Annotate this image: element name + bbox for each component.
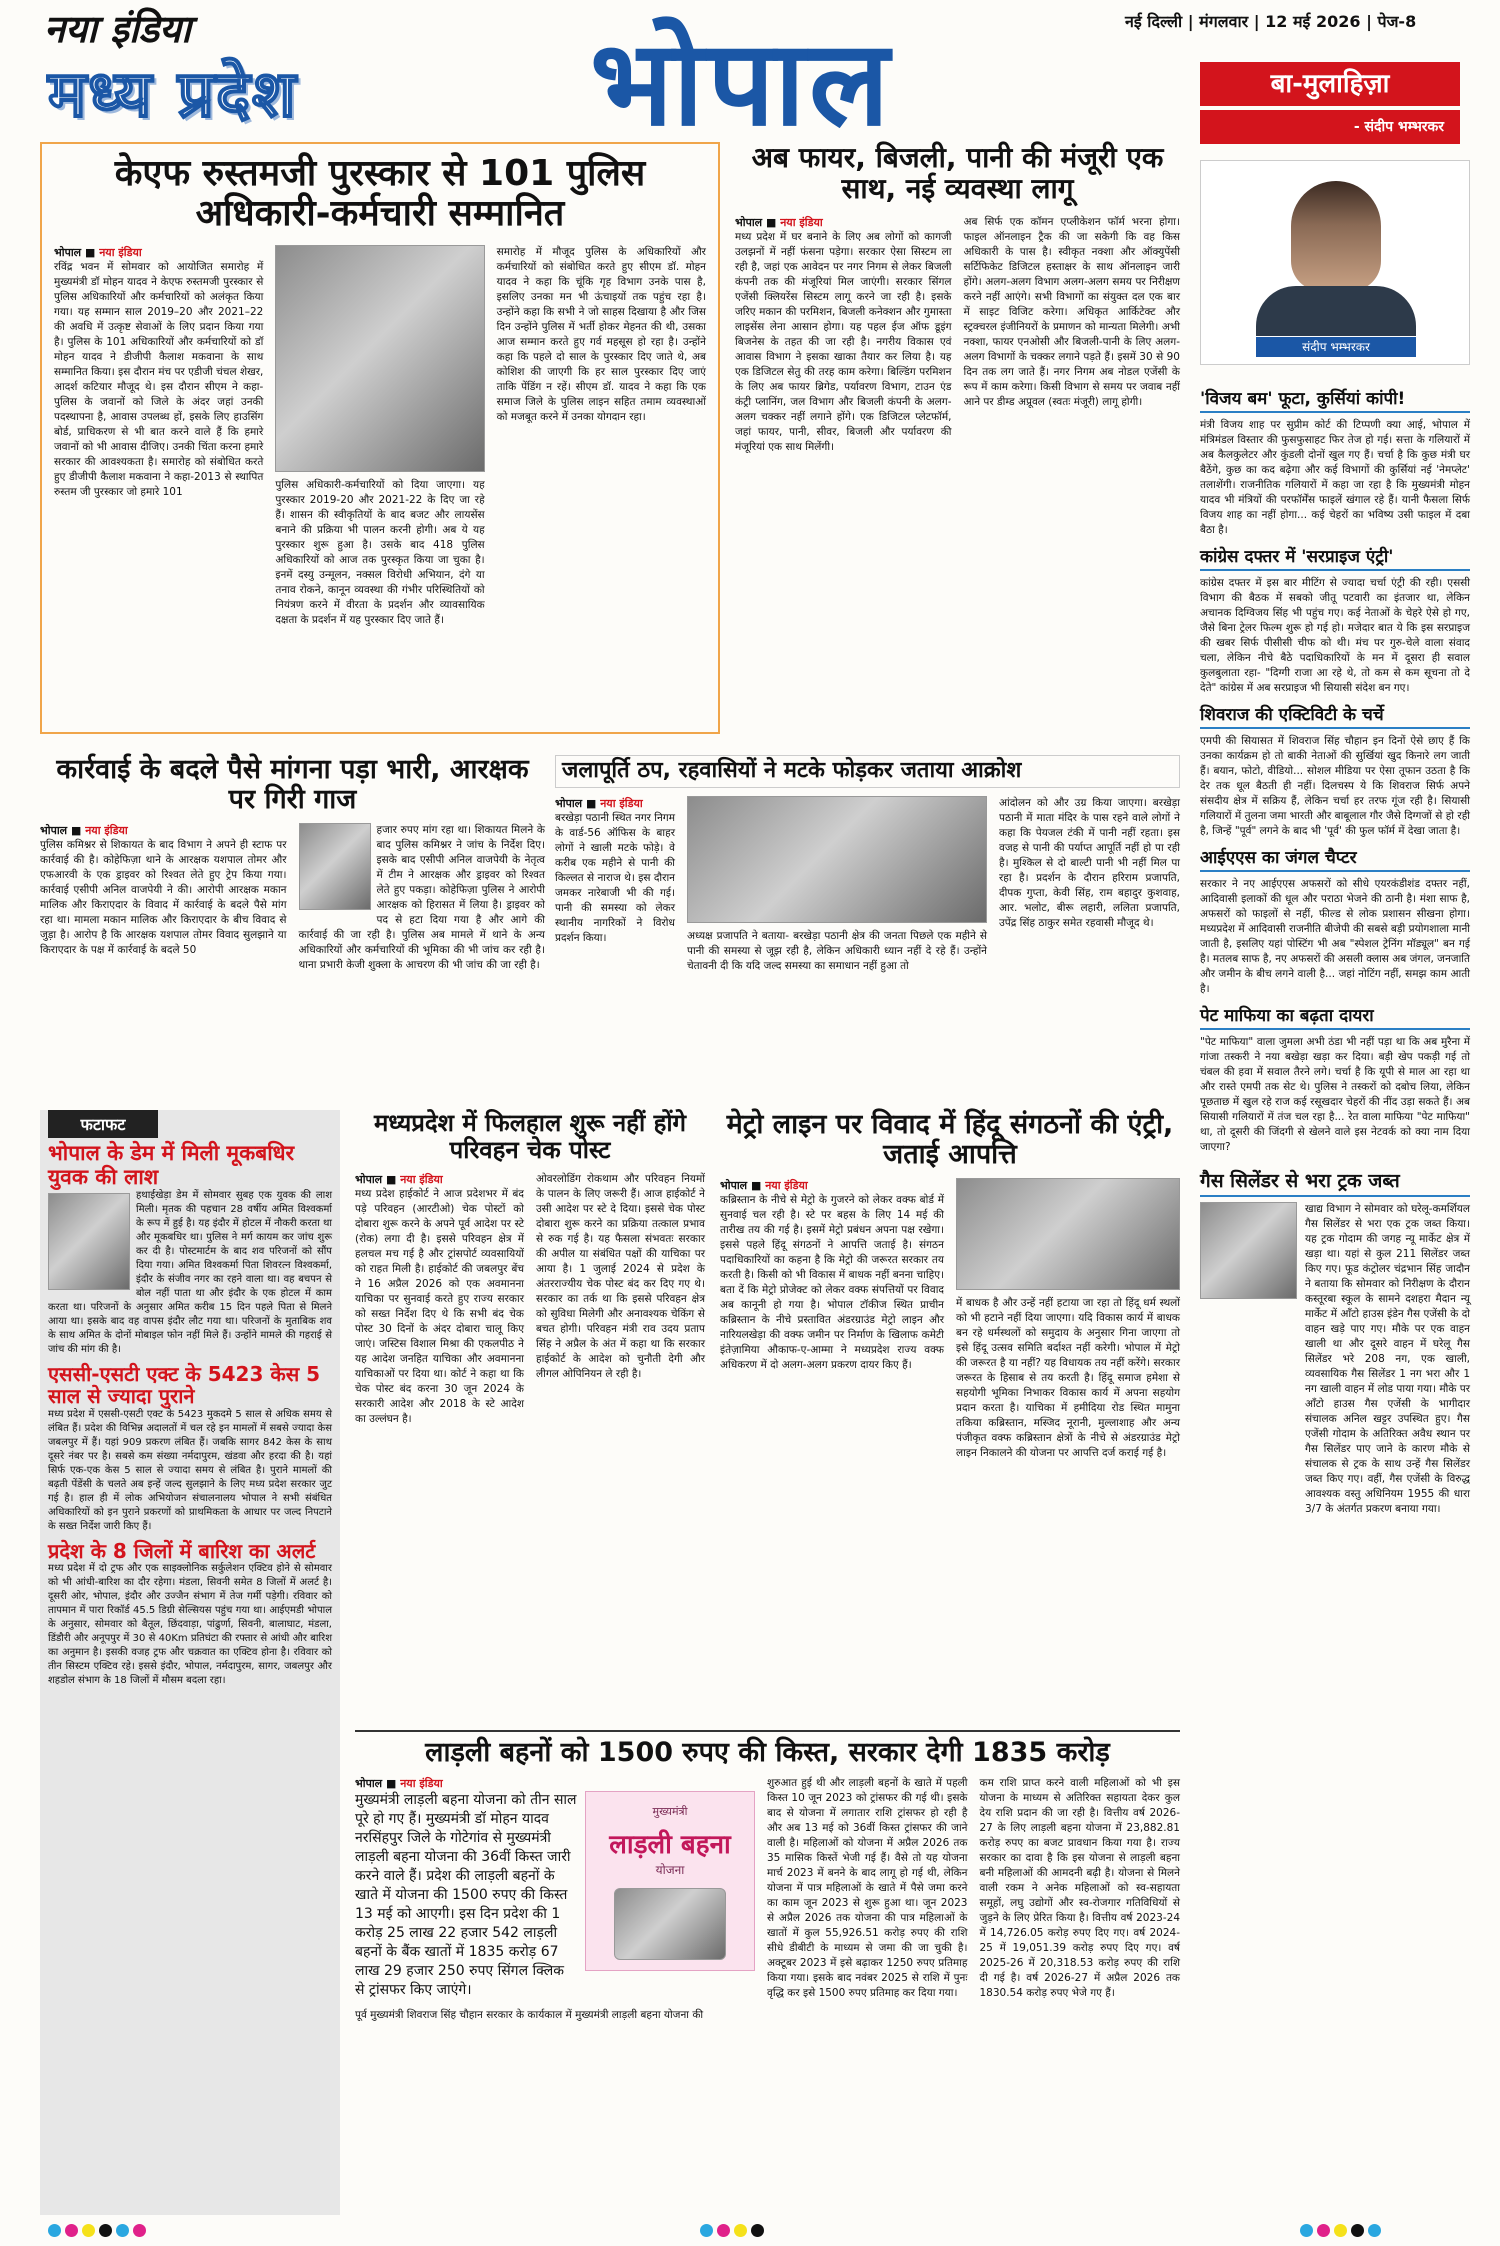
story-text: मध्य प्रदेश में घर बनाने के लिए अब लोगों को कागजी उलझनों में नहीं फंसना पड़ेगा। सरकार ऐसा सिस्टम ला रही है, जहां एक आवेदन पर नगर निगम से लेकर बिजली कंपनी तक की मंजूरियां मिल जाएंगी। सरकार सिंगल एजेंसी क्लियरेंस सिस्टम लागू करने जा रही है। इसके जरिए मकान की परमिशन, बिजली कनेक्शन और गुमास्ता लाइसेंस लेना आसान होगा। यह पहल ईज ऑफ डूइंग बिजनेस के तहत की जा रही है। नगरीय विकास एवं आवास विभाग ने इसका खाका तैयार कर लिया है। यह एक डिजिटल सेतु की तरह काम करेगा। बिल्डिंग परमिशन के लिए अब फायर ब्रिगेड, पर्यावरण विभाग, टाउन एंड कंट्री प्लानिंग, जल विभाग और बिजली कंपनी के अलग-अलग चक्कर नहीं लगाने होंगे। एक डिजिटल प्लेटफॉर्म, जहां फायर, पानी, सीवर, बिजली और पर्यावरण की मंजूरियां एक साथ मिलेंगी। [735,230,952,453]
registration-marks [48,2222,150,2241]
brief-text: मध्य प्रदेश में दो ट्रफ और एक साइक्लोनिक सर्कुलेशन एक्टिव होने से सोमवार को भी आंधी-बारिश का दौर रहेगा। मंडला, सिवनी समेत 8 जिलों में अलर्ट है। दूसरी ओर, भोपाल, इंदौर और उज्जैन संभाग में तेज गर्मी पड़ेगी। रविवार को तापमान में पारा रिकॉर्ड 45.5 डिग्री सेल्सियस पहुंच गया था। आईएमडी भोपाल के अनुसार, सोमवार को बैतूल, छिंदवाड़ा, पांढुर्णा, सिवनी, बालाघाट, मंडला, डिंडौरी और अनूपपुर में 30 से 40Km प्रतिघंटा की रफ्तार से आंधी और बारिश का अनुमान है। इसकी वजह ट्रफ और चक्रवात का एक्टिव होना है। रविवार को तीन सिस्टम एक्टिव रहे। इससे इंदौर, भोपाल, नर्मदापुरम, सागर, जबलपुर और शहडोल संभाग के 18 जिलों में मौसम बदला रहा। [48,1563,332,1687]
story-headline: केएफ रुस्तमजी पुरस्कार से 101 पुलिस अधिकारी-कर्मचारी सम्मानित [114,153,646,235]
byline: भोपाल ■ नया इंडिया [555,796,643,810]
columnist-portrait [1291,181,1381,291]
brief-headline: भोपाल के डेम में मिली मूकबधिर युवक की लाश [48,1141,295,1189]
brief-text: हथाईखेड़ा डेम में सोमवार सुबह एक युवक की लाश मिली। मृतक की पहचान 28 वर्षीय अमित विश्वकर्मा के रूप में हुई है। यह इंदौर में होटल में नौकरी करता था और मूकबधिर था। पुलिस ने मर्ग कायम कर जांच शुरू कर दी है। पोस्टमार्टम के बाद शव परिजनों को सौंप दिया गया। अमित विश्वकर्मा पिता शिवरत्न विश्वकर्मा, इंदौर के संजीव नगर का रहने वाला था। वह बचपन से बोल नहीं पाता था और इंदौर के एक होटल में काम करता था। परिजनों के अनुसार अमित करीब 15 दिन पहले पिता से मिलने आया था। इसके बाद वह वापस इंदौर लौट गया था। परिजनों के मुताबिक शव के साथ अमित के दोनों मोबाइल फोन नहीं मिले हैं। उन्होंने मामले की गहराई से जांच की मांग की है। [48,1190,332,1356]
byline: भोपाल ■ नया इंडिया [40,824,128,838]
sidebar-text: "पेट माफिया" वाला जुमला अभी ठंडा भी नहीं पड़ा था कि अब मुरैना में गांजा तस्करी ने नया बखेड़ा खड़ा कर दिया। बड़ी खेप पकड़ी गई तो चंबल की हवा में सवाल तैरने लगे। चर्चा है कि यूपी से माल आ रहा था और रास्ते एमपी तक सेट थे। पुलिस ने तस्करों को दबोच लिया, लेकिन पूछताछ में खुल रहे राज कई रसूखदार चेहरों की नींद उड़ा सकते हैं। अब सियासी गलियारों में तंज चल रहा है... रेत वाला माफिया "पेट माफिया" था, तो दूसरी की जिंदगी से खेलने वाले इस नेटवर्क को क्या नाम दिया जाएगा? [1200,1036,1470,1153]
dateline: नई दिल्ली | मंगलवार | 12 मई 2026 | पेज-8 [1125,12,1417,31]
story-text: रविंद्र भवन में सोमवार को आयोजित समारोह में मुख्यमंत्री डॉ मोहन यादव ने केएफ रुस्तमजी पुरस्कार से पुलिस अधिकारियों और कर्मचारियों को अलंकृत किया गया। यह सम्मान साल 2019–20 और 2021–22 की अवधि में उत्कृष्ट सेवाओं के लिए प्रदान किया गया है। पुलिस के 101 अधिकारियों और कर्मचारियों को डॉ मोहन यादव ने डीजीपी कैलाश मकवाना के साथ सम्मानित किया। इस दौरान मंच पर एडीजी चंचल शेखर, आदर्श कटियार मौजूद थे। इस दौरान सीएम ने कहा- पुलिस के जवानों को जिले के अंदर जहां उनकी पदस्थापना है, आवास उपलब्ध हों, इसके लिए हाउसिंग बोर्ड, प्राधिकरण से भी बात करने वाले हैं कि हमारे जवानों को भी आवास दीजिए। उनकी चिंता करना हमारे सरकार की आवश्यकता है। समारोह को संबोधित करते हुए डीजीपी कैलाश मकवाना ने कहा-2013 से स्थापित रुस्तम जी पुरस्कार जो हमारे 101 [54,260,264,498]
city-name: भोपाल [590,13,894,152]
state-name: मध्य प्रदेश [48,57,298,132]
sidebar-headline: आईएएस का जंगल चैप्टर [1200,845,1470,872]
cm-photo [614,1888,726,1960]
sidebar-text: एमपी की सियासत में शिवराज सिंह चौहान इन दिनों ऐसे छाए हैं कि उनका कार्यक्रम हो तो बाकी नेताओं की सुर्खियां खुद किनारे लग जाती हैं। बयान, फोटो, वीडियो... सोशल मीडिया पर ऐसा तूफान उठता है कि देर तक धूल बैठती ही नहीं। दिलचस्प ये कि शिवराज सिर्फ अपने संसदीय क्षेत्र में सक्रिय हैं, लेकिन चर्चा हर तरफ गूंज रही है। सियासी गलियारों में तुलना जमा भारती और बाबूलाल गौर जैसे दिग्गजों से हो रही है, जिन्हें "पूर्व" लगने के बाद भी 'पूर्व' की फुल फॉर्म में देखा जाता है। [1200,735,1470,837]
briefs-label: फटाफट [48,1110,158,1138]
story-headline: अब फायर, बिजली, पानी की मंजूरी एक साथ, नई व्यवस्था लागू [751,141,1164,206]
award-ceremony-photo [275,245,484,472]
sidebar-headline: कांग्रेस दफ्तर में 'सरप्राइज एंट्री' [1200,544,1470,571]
story-headline: कार्रवाई के बदले पैसे मांगना पड़ा भारी, आरक्षक पर गिरी गाज [56,754,529,816]
story-check-posts [355,1110,705,1720]
byline: भोपाल ■ नया इंडिया [735,215,823,229]
story-water-protest [555,755,1180,1100]
registration-marks [1300,2222,1385,2241]
story-text: कम राशि प्राप्त करने वाली महिलाओं को भी इस योजना के माध्यम से अतिरिक्त सहायता देकर कुल देय राशि प्रदान की जा रही है। वित्तीय वर्ष 2026-27 के लिए लाड़ली बहना योजना में 23,882.81 करोड़ रुपए का बजट प्रावधान किया गया है। राज्य सरकार का दावा है कि इस योजना से लाड़ली बहना बनी महिलाओं की आमदनी बढ़ी है। योजना से मिलने वाली रकम ने अनेक महिलाओं को स्व-सहायता समूहों, लघु उद्योगों और स्व-रोजगार गतिविधियों से जुड़ने के लिए प्रेरित किया है। वित्तीय वर्ष 2023-24 में 14,726.05 करोड़ रुपए दिए गए। वर्ष 2024-25 में 19,051.39 करोड़ रुपए दिए गए। वर्ष 2025-26 में 20,318.53 करोड़ रुपए की राशि दी गई है। वर्ष 2026-27 में अप्रैल 2026 तक 1830.54 करोड़ रुपए भेजे गए हैं। [979,1777,1180,2000]
sidebar-text: खाद्य विभाग ने सोमवार को घरेलू-कमर्शियल गैस सिलेंडर से भरा एक ट्रक जब्त किया। यह ट्रक गोदाम की जगह न्यू मार्केट क्षेत्र में खड़ा था। यहां से कुल 211 सिलेंडर जब्त किए गए। फूड कंट्रोलर चंद्रभान सिंह जादौन ने बताया कि सोमवार को निरीक्षण के दौरान कस्तूरबा स्कूल के सामने दशहरा मैदान न्यू मार्केट में आँटो हाउस इंडेन गैस एजेंसी के दो वाहन खड़े पाए गए। मौके पर एक वाहन खाली था और दूसरे वाहन में घरेलू गैस सिलेंडर भरे 208 नग, एक खाली, व्यवसायिक गैस सिलेंडर 1 नग भरा और 1 नग खाली वाहन में लोड पाया गया। मौके पर आँटो हाउस गैस एजेंसी के भागीदार संचालक अनिल खट्टर उपस्थित हुए। गैस एजेंसी गोदाम के अतिरिक्त अवैध स्थान पर गैस सिलेंडर पाए जाने के कारण मौके से संचालक से ट्रक के साथ उन्हें गैस सिलेंडर जब्त किए गए। वहीं, गैस एजेंसी के विरुद्ध आवश्यक वस्तु अधिनियम 1955 की धारा 3/7 के अंतर्गत प्रकरण बनाया गया। [1305,1203,1470,1515]
briefs-column [40,1110,340,2215]
story-constable-bribe [40,755,545,1100]
sidebar-text: मंत्री विजय शाह पर सुप्रीम कोर्ट की टिप्पणी क्या आई, भोपाल में मंत्रिमंडल विस्तार की फुसफुसाहट फिर तेज हो गई। सत्ता के गलियारों में अब कैलकुलेटर और कुंडली दोनों खुल गए हैं। चर्चा है कि कुछ मंत्री घर बैठेंगे, कुछ का कद बढ़ेगा और कई विभागों की कुर्सियां नई 'नेमप्लेट' तलाशेंगी। राजनीतिक गलियारों में कहा जा रहा है कि मुख्यमंत्री मोहन यादव भी मंत्रियों की परफॉर्मेंस फाइलें खंगाल रहे हैं। यानी फैसला सिर्फ विजय शाह का नहीं होगा... कई चेहरों का भविष्य उसी फाइल में दबा बैठा है। [1200,419,1470,536]
columnist-caption: संदीप भम्भरकर [1256,337,1416,357]
story-text: मध्य प्रदेश हाईकोर्ट ने आज प्रदेशभर में बंद पड़े परिवहन (आरटीओ) चेक पोस्टों को दोबारा शुरू करने के अपने पूर्व आदेश पर स्टे (रोक) लगा दी है। इससे परिवहन क्षेत्र में हलचल मच गई है और ट्रांसपोर्ट व्यवसायियों को राहत मिली है। हाईकोर्ट की जबलपुर बेंच ने 16 अप्रैल 2026 को एक अवमानना याचिका पर सुनवाई करते हुए राज्य सरकार को सख्त निर्देश दिए थे कि सभी बंद चेक पोस्ट 30 दिनों के अंदर दोबारा चालू किए जाएं। जस्टिस विशाल मिश्रा की एकलपीठ ने यह आदेश जनहित याचिका और अवमानना याचिकाओं पर दिया था। कोर्ट ने कहा था कि चेक पोस्ट बंद करना 30 जून 2024 के सरकारी आदेश और 2018 के स्टे आदेश का उल्लंघन है। [355,1187,524,1425]
story-text: आंदोलन को और उग्र किया जाएगा। बरखेड़ा पठानी में माता मंदिर के पास रहने वाले लोगों ने कहा कि पेयजल टंकी में पानी नहीं रहता। इस वजह से पानी की पर्याप्त आपूर्ति नहीं हो पा रही है। मुश्किल से दो बाल्टी पानी भी नहीं मिल पा रहा है। प्रदर्शन के दौरान हरिराम प्रजापति, दीपक गुप्ता, केवी सिंह, राम बहादुर कुशवाह, आर. भलोट, बीरू लहारी, ललिता प्रजापति, उपेंद्र सिंह ठाकुर समेत रहवासी मौजूद थे। [999,796,1180,929]
byline: भोपाल ■ नया इंडिया [355,1172,443,1186]
story-ladli-behna [355,1730,1180,2220]
story-text: समारोह में मौजूद पुलिस के अधिकारियों और कर्मचारियों को संबोधित करते हुए सीएम डॉ. मोहन यादव ने कहा कि चूंकि गृह विभाग उनके पास है, इसलिए उनका मन भी ऊंचाइयों तक पहुंच रहा है। उन्होंने कहा कि सभी ने जो साहस दिखाया है और जिस दिन उन्होंने पुलिस में भर्ती होकर मेहनत की थी, उसका आज सम्मान करते हुए गर्व महसूस हो रहा है। उन्होंने कहा कि पहले दो साल के पुरस्कार दिए जाते थे, अब कोशिश की जाएगी कि हर साल पुरस्कार दिए जाएं ताकि पेंडिंग न रहें। सीएम डॉ. यादव ने कहा कि एक समाज जिले के पुलिस लाइन सहित तमाम व्यवस्थाओं को मजबूत करने में उनका योगदान रहा। [496,245,706,423]
story-rustamji-award [40,142,720,734]
story-headline: मध्यप्रदेश में फिलहाल शुरू नहीं होंगे परिवहन चेक पोस्ट [373,1109,687,1164]
truck-photo [1200,1202,1297,1299]
sidebar-headline: गैस सिलेंडर से भरा ट्रक जब्त [1200,1167,1470,1197]
registration-marks [700,2222,768,2241]
story-headline: लाड़ली बहनों को 1500 रुपए की किस्त, सरकार देगी 1835 करोड़ [425,1737,1110,1768]
sidebar-headline: 'विजय बम' फूटा, कुर्सियां कांपी! [1200,386,1470,413]
column-title: बा-मुलाहिज़ा [1200,62,1460,106]
story-text: पुलिस कमिश्नर से शिकायत के बाद विभाग ने अपने ही स्टाफ पर कार्रवाई की है। कोहेफिज़ा थाने के आरक्षक यशपाल तोमर और एफआरवी के एक ड्राइवर को रिश्वत लेते हुए ट्रेप किया गया। कार्रवाई एसीपी अनिल वाजपेयी ने की। आरोपी आरक्षक मकान मालिक और किराएदार के विवाद में कार्रवाई के बदले पैसे मांग रहा था। मामला मकान मालिक और किराएदार के बीच विवाद से जुड़ा है। आरोप है कि आरक्षक यशपाल तोमर विवाद सुलझाने या किराएदार के पक्ष में कार्रवाई के बदले 50 [40,839,287,957]
story-single-clearance [735,142,1180,734]
sidebar-headline: शिवराज की एक्टिविटी के चर्चे [1200,702,1470,729]
sidebar-text: सरकार ने नए आईएएस अफसरों को सीधे एयरकंडीशंड दफ्तर नहीं, आदिवासी इलाकों की धूल और पराठा भेजने की ठानी है। मंशा साफ है, अफसरों को फाइलों से नहीं, फील्ड से लोक प्रशासन सीखना होगा। मध्यप्रदेश में आदिवासी राजनीति बीजेपी की सबसे बड़ी प्रयोगशाला मानी जाती है, इसलिए यहां पोस्टिंग भी अब "स्पेशल ट्रेनिंग मॉड्यूल" बन गई है। मतलब साफ है, नए अफसरों की असली क्लास अब जंगल, जनजाति और जमीन के बीच लगने वाली है... जहां नोटिंग नहीं, समझ काम आती है। [1200,878,1470,995]
metro-photo [956,1178,1180,1290]
columnist-photo-frame [1200,160,1470,365]
story-headline: मेट्रो लाइन पर विवाद में हिंदू संगठनों की एंट्री, जताई आपत्ति [726,1109,1174,1171]
story-text: शुरुआत हुई थी और लाड़ली बहनों के खाते में पहली किस्त 10 जून 2023 को ट्रांसफर की गई थी। इसके बाद से योजना में लगातार राशि ट्रांसफर हो रही है और अब 13 मई को 36वीं किस्त ट्रांसफर की जाने वाली है। महिलाओं को योजना में अप्रैल 2026 तक 35 मासिक किस्तें भेजी गई हैं। वैसे तो यह योजना मार्च 2023 में बनने के बाद लागू हो गई थी, लेकिन योजना में पात्र महिलाओं के खाते में पैसे जमा करने का काम जून 2023 से शुरू हुआ था। जून 2023 से अप्रैल 2026 तक योजना की पात्र महिलाओं के खातों में कुल 55,926.51 करोड़ रुपए की राशि सीधे डीबीटी के माध्यम से जमा की जा चुकी है। अक्टूबर 2023 में इसे बढ़ाकर 1250 रुपए प्रतिमाह किया गया। इसके बाद नवंबर 2025 से राशि में पुनः वृद्धि कर इसे 1500 रुपए प्रतिमाह कर दिया गया। [767,1777,968,2000]
masthead [0,0,1500,155]
sidebar-column [1200,380,1470,2230]
story-text: कब्रिस्तान के नीचे से मेट्रो के गुजरने को लेकर वक्फ बोर्ड में सुनवाई चल रही है। स्टे पर बहस के लिए 14 मई की तारीख तय की गई है। इसमें मेट्रो प्रबंधन अपना पक्ष रखेगा। इससे पहले हिंदू संगठनों ने आपत्ति जताई है। संगठन पदाधिकारियों का कहना है कि मेट्रो की जरूरत सरकार तय करती है। किसी को भी विकास में बाधक नहीं बनना चाहिए। बता दें कि मेट्रो प्रोजेक्ट को लेकर वक्फ संपत्तियों पर विवाद अब कानूनी हो गया है। भोपाल टॉकीज स्थित प्राचीन कब्रिस्तान के नीचे प्रस्तावित अंडरग्राउंड मेट्रो लाइन और नारियलखेड़ा की वक्फ जमीन पर निर्माण के खिलाफ कमेटी इंतेज़ामिया औकाफ-ए-आम्मा ने मध्यप्रदेश राज्य वक्फ अधिकरण में दो अलग-अलग प्रकरण दायर किए हैं। [720,1194,944,1372]
victim-photo [48,1193,130,1290]
sidebar-headline: पेट माफिया का बढ़ता दायरा [1200,1003,1470,1030]
story-text: हजार रुपए मांग रहा था। शिकायत मिलने के बाद पुलिस कमिश्नर ने जांच के निर्देश दिए। इसके बाद एसीपी अनिल वाजपेयी के नेतृत्व में टीम ने आरक्षक और ड्राइवर को रिश्वत लेते हुए पकड़ा। कोहेफिज़ा पुलिस ने आरोपी आरक्षक को हिरासत में लिया है। ड्राइवर को पद से हटा दिया गया है और आगे की कार्रवाई की जा रही है। पुलिस अब मामले में थाने के अन्य अधिकारियों और कर्मचारियों की भूमिका की भी जांच कर रही है। थाना प्रभारी केजी शुक्ला के आचरण की भी जांच की जा रही है। [298,824,545,972]
story-text: अब सिर्फ एक कॉमन एप्लीकेशन फॉर्म भरना होगा। फाइल ऑनलाइन ट्रैक की जा सकेगी कि वह किस अधिकारी के पास है। स्वीकृत नक्शा और ऑक्युपेंसी सर्टिफिकेट डिजिटल हस्ताक्षर के साथ ऑनलाइन जारी होंगे। अलग-अलग विभाग अलग-अलग समय पर निरीक्षण करने नहीं आएंगे। सभी विभागों का संयुक्त दल एक बार में साइट विजिट करेगा। अधिकृत आर्किटेक्ट और स्ट्रक्चरल इंजीनियरों के प्रमाणन को मान्यता मिलेगी। अभी नक्शा, फायर एनओसी और बिजली-पानी के लिए अलग-अलग विभागों के चक्कर लगाने पड़ते हैं। इसमें 30 से 90 दिन तक लग जाते हैं। नगर निगम अब नोडल एजेंसी के रूप में काम करेगा। किसी विभाग से समय पर जवाब नहीं आने पर डीम्ड अप्रूवल (स्वतः मंजूरी) लागू होगी। [963,215,1180,408]
story-lead-text: मुख्यमंत्री लाड़ली बहना योजना को तीन साल पूरे हो गए हैं। मुख्यमंत्री डॉ मोहन यादव नरसिंहपुर जिले के गोटेगांव से मुख्यमंत्री लाड़ली बहना योजना की 36वीं किस्त जारी करने वाले हैं। प्रदेश की लाड़ली बहनों के खाते में योजना की 1500 रुपए की किस्त 13 मई को आएगी। इस दिन प्रदेश की 1 करोड़ 25 लाख 22 हजार 542 लाड़ली बहनों के बैंक खातों में 1835 करोड़ 67 लाख 29 हजार 250 रुपए सिंगल क्लिक से ट्रांसफर किए जाएंगे। [355,1792,577,1999]
story-text: ओवरलोडिंग रोकथाम और परिवहन नियमों के पालन के लिए जरूरी हैं। आज हाईकोर्ट ने उसी आदेश पर स्टे दे दिया। इससे चेक पोस्ट दोबारा शुरू करने का प्रक्रिया तत्काल प्रभाव से रुक गई है। यह फैसला संभवतः सरकार की अपील या संबंधित पक्षों की याचिका पर आया है। 1 जुलाई 2024 से प्रदेश के अंतरराज्यीय चेक पोस्ट बंद कर दिए गए थे। सरकार का तर्क था कि इससे परिवहन क्षेत्र को सुविधा मिलेगी और अनावश्यक चेकिंग से बचत होगी। परिवहन मंत्री राव उदय प्रताप सिंह ने अप्रैल के अंत में कहा था कि सरकार हाईकोर्ट के आदेश को चुनौती देगी और लीगल ओपिनियन ले रही है। [536,1172,705,1380]
byline: भोपाल ■ नया इंडिया [720,1179,808,1193]
story-text: पुलिस अधिकारी-कर्मचारियों को दिया जाएगा। यह पुरस्कार 2019-20 और 2021-22 के दिए जा रहे हैं। शासन की स्वीकृतियों के बाद बजट और लायसेंस बनाने की प्रक्रिया भी पालन करनी होगी। अब ये यह पुरस्कार शुरू हुआ है। उसके बाद 418 पुलिस अधिकारियों को आज तक पुरस्कृत किया जा चुका है। इनमें दस्यु उन्मूलन, नक्सल विरोधी अभियान, दंगे या तनाव रोकने, कानून व्यवस्था की गंभीर परिस्थितियों को नियंत्रण करने में वीरता के प्रदर्शन और व्यावसायिक दक्षता के प्रदर्शन में यह पुरस्कार दिए जाते हैं। [275,478,485,626]
byline: भोपाल ■ नया इंडिया [54,245,142,259]
scheme-logo: मुख्यमंत्री लाड़ली बहना योजना [585,1791,755,1971]
story-metro-dispute [720,1110,1180,1720]
column-author-line: - संदीप भम्भरकर [1200,110,1460,144]
columnist-shoulders [1256,286,1416,336]
protest-photo [687,796,987,923]
brand-name: नया इंडिया [44,6,191,51]
brief-headline: प्रदेश के 8 जिलों में बारिश का अलर्ट [48,1538,316,1563]
story-text: में बाधक है और उन्हें नहीं हटाया जा रहा तो हिंदू धर्म स्थलों को भी हटाने नहीं दिया जाएगा। यदि विकास कार्य में बाधक बन रहे धर्मस्थलों को समुदाय के अनुसार गिना जाएगा तो इसे हिंदू उत्सव समिति बर्दाश्त नहीं करेगी। भोपाल में मेट्रो की जरूरत है या नहीं? यह विधायक तय नहीं करेंगे। सरकार जरूरत के हिसाब से तय करती है। हिंदू समाज हमेशा से सहयोगी भूमिका निभाकर विकास कार्य में अपना सहयोग प्रदान करता है। याचिका में हमीदिया रोड स्थित मामुना तकिया कब्रिस्तान, मस्जिद नूरानी, मुल्लाशाह और अन्य पंजीकृत वक्फ कब्रिस्तान क्षेत्रों के नीचे से अंडरग्राउंड मेट्रो लाइन निकालने की योजना पर आपत्ति दर्ज कराई गई है। [956,1297,1180,1460]
story-text: पूर्व मुख्यमंत्री शिवराज सिंह चौहान सरकार के कार्यकाल में मुख्यमंत्री लाड़ली बहना योजना की [355,2009,704,2022]
constable-photo [299,823,371,910]
brief-headline: एससी-एसटी एक्ट के 5423 केस 5 साल से ज्यादा पुराने [48,1362,321,1409]
story-text: बरखेड़ा पठानी स्थित नगर निगम के वार्ड-56 ऑफिस के बाहर लोगों ने खाली मटके फोड़े। वे करीब एक महीने से पानी की किल्लत से नाराज थे। इस दौरान जमकर नारेबाजी भी की गई। पानी की समस्या को लेकर स्थानीय नागरिकों ने विरोध प्रदर्शन किया। [555,811,675,944]
story-headline: जलापूर्ति ठप, रहवासियों ने मटके फोड़कर जताया आक्रोश [555,755,1180,788]
sidebar-text: कांग्रेस दफ्तर में इस बार मीटिंग से ज्यादा चर्चा एंट्री की रही। एससी विभाग की बैठक में सबको जीतू पटवारी का इंतजार था, लेकिन अचानक दिग्विजय सिंह भी पहुंच गए। कई नेताओं के चेहरे ऐसे हो गए, जैसे बिना ट्रेलर फिल्म शुरू हो गई हो। मजेदार बात ये कि इस सरप्राइज की खबर सिर्फ पीसीसी चीफ को थी। मंच पर गुरु-चेले वाला संवाद चला, लेकिन नीचे बैठे पदाधिकारियों के मन में दूसरा ही सवाल कुलबुलाता रहा- "दिग्गी राजा आ रहे थे, तो कम से कम सूचना तो दे देते" कांग्रेस में अब सरप्राइज भी सियासी संदेश बन गए। [1200,577,1470,694]
story-text: अध्यक्ष प्रजापति ने बताया- बरखेड़ा पठानी क्षेत्र की जनता पिछले एक महीने से पानी की समस्या से जूझ रही है, लेकिन अधिकारी ध्यान नहीं दे रहे हैं। उन्होंने चेतावनी दी कि यदि जल्द समस्या का समाधान नहीं हुआ तो [687,929,987,972]
brief-text: मध्य प्रदेश में एससी-एसटी एक्ट के 5423 मुकदमे 5 साल से अधिक समय से लंबित हैं। प्रदेश की विभिन्न अदालतों में चल रहे इन मामलों में सबसे ज्यादा केस जबलपुर में हैं। यहां 909 प्रकरण लंबित हैं। जबकि सागर 842 केस के साथ दूसरे नंबर पर है। सबसे कम संख्या नर्मदापुरम, खंडवा और हरदा की है। यहां सिर्फ एक-एक केस 5 साल से ज्यादा समय से लंबित है। पुराने मामलों की बढ़ती पेंडेंसी के चलते अब इन्हें जल्द सुलझाने के लिए मध्य प्रदेश सरकार जुट गई है। हाल ही में लोक अभियोजन संचालनालय भोपाल ने सभी संबंधित अधिकारियों को इन पुराने प्रकरणों को प्राथमिकता के आधार पर जल्द निपटाने के सख्त निर्देश जारी किए हैं। [48,1408,332,1532]
byline: भोपाल ■ नया इंडिया [355,1777,443,1791]
